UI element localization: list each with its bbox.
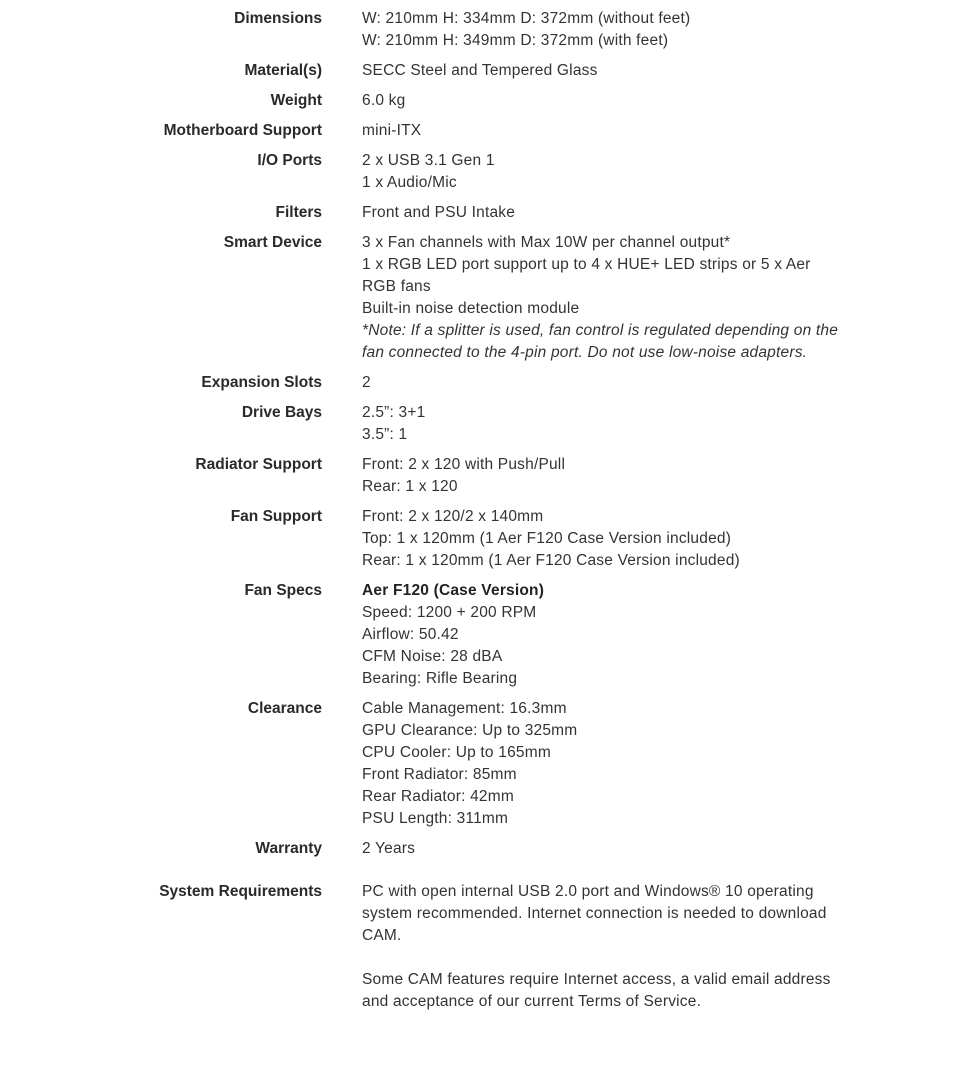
spec-value-line: 2 x USB 3.1 Gen 1 xyxy=(362,152,495,169)
spec-value-line: Rear: 1 x 120 xyxy=(362,478,458,495)
spec-value-line: Rear Radiator: 42mm xyxy=(362,788,514,805)
spec-value-line: CFM Noise: 28 dBA xyxy=(362,648,503,665)
spec-row-clearance xyxy=(0,698,960,830)
spec-value-line: SECC Steel and Tempered Glass xyxy=(362,62,598,79)
spec-row-drive-bays xyxy=(0,402,960,446)
spec-value-line: 1 x Audio/Mic xyxy=(362,174,457,191)
spec-row-warranty xyxy=(0,838,960,860)
spec-value-line: Speed: 1200 + 200 RPM xyxy=(362,604,537,621)
spec-row-expansion-slots xyxy=(0,372,960,394)
spec-value-line: Cable Management: 16.3mm xyxy=(362,700,567,717)
spec-value xyxy=(362,8,842,52)
spec-label: Expansion Slots xyxy=(201,374,322,391)
spec-value-line: Airflow: 50.42 xyxy=(362,626,459,643)
spec-value-line: PSU Length: 311mm xyxy=(362,810,509,827)
spec-label: System Requirements xyxy=(159,883,322,900)
spec-value-line: 1 x RGB LED port support up to 4 x HUE+ LED strips or 5 x Aer RGB fans xyxy=(362,256,811,295)
spec-value xyxy=(362,838,842,860)
spec-paragraph: PC with open internal USB 2.0 port and Windows® 10 operating system recommended. Internet connection is needed to download CAM. xyxy=(362,883,827,944)
spec-value-line: 2 Years xyxy=(362,840,416,857)
spec-label: Dimensions xyxy=(234,10,322,27)
spec-value-line: mini-ITX xyxy=(362,122,422,139)
spec-row-fan-specs xyxy=(0,580,960,690)
spec-value xyxy=(362,506,842,572)
spec-row-fan-support xyxy=(0,506,960,572)
spec-row-weight xyxy=(0,90,960,112)
spec-label: I/O Ports xyxy=(257,152,322,169)
spec-label: Drive Bays xyxy=(241,404,322,421)
spec-label: Weight xyxy=(270,92,322,109)
spec-label: Material(s) xyxy=(244,62,322,79)
spec-value-line: Front: 2 x 120/2 x 140mm xyxy=(362,508,544,525)
spec-row-system-requirements xyxy=(0,881,960,1013)
spec-value-line: 2.5”: 3+1 xyxy=(362,404,426,421)
spec-row-radiator-support xyxy=(0,454,960,498)
spec-value xyxy=(362,150,842,194)
spec-value xyxy=(362,454,842,498)
spec-paragraph: Some CAM features require Internet access, a valid email address and acceptance of our current Terms of Service. xyxy=(362,971,831,1010)
spec-value-line: Built-in noise detection module xyxy=(362,300,580,317)
spec-label: Fan Specs xyxy=(244,582,322,599)
spec-value xyxy=(362,60,842,82)
spec-value-line: Front Radiator: 85mm xyxy=(362,766,517,783)
spec-value xyxy=(362,372,842,394)
spec-row-dimensions xyxy=(0,8,960,52)
spec-row-io-ports xyxy=(0,150,960,194)
spec-value-line: 6.0 kg xyxy=(362,92,406,109)
spec-label: Fan Support xyxy=(230,508,322,525)
spec-value-line: 2 xyxy=(362,374,371,391)
spec-row-materials xyxy=(0,60,960,82)
spec-note: *Note: If a splitter is used, fan control is regulated depending on the fan connected to the 4-pin port. Do not use low-noise adapters. xyxy=(362,322,839,361)
spec-label: Radiator Support xyxy=(195,456,322,473)
spec-value xyxy=(362,580,842,690)
spec-value-line: GPU Clearance: Up to 325mm xyxy=(362,722,578,739)
spec-value xyxy=(362,202,842,224)
spec-row-motherboard-support xyxy=(0,120,960,142)
specifications-table xyxy=(0,8,960,1013)
spec-value xyxy=(362,232,842,364)
spec-value xyxy=(362,881,842,1013)
spec-row-smart-device xyxy=(0,232,960,364)
spec-value xyxy=(362,90,842,112)
spec-label: Filters xyxy=(275,204,322,221)
spec-value-line: Front and PSU Intake xyxy=(362,204,516,221)
spec-subheading: Aer F120 (Case Version) xyxy=(362,582,545,599)
spec-value-line: W: 210mm H: 349mm D: 372mm (with feet) xyxy=(362,32,669,49)
spec-label: Motherboard Support xyxy=(163,122,322,139)
spec-value-line: W: 210mm H: 334mm D: 372mm (without feet) xyxy=(362,10,691,27)
spec-value-line: Front: 2 x 120 with Push/Pull xyxy=(362,456,566,473)
spec-value-line: Bearing: Rifle Bearing xyxy=(362,670,518,687)
spec-value-line: 3.5”: 1 xyxy=(362,426,408,443)
spec-value xyxy=(362,698,842,830)
spec-value xyxy=(362,120,842,142)
spec-value-line: 3 x Fan channels with Max 10W per channel output* xyxy=(362,234,731,251)
spec-value-line: CPU Cooler: Up to 165mm xyxy=(362,744,551,761)
spec-label: Warranty xyxy=(255,840,322,857)
spec-value xyxy=(362,402,842,446)
spec-label: Smart Device xyxy=(223,234,322,251)
spec-value-line: Rear: 1 x 120mm (1 Aer F120 Case Version included) xyxy=(362,552,740,569)
spec-value-line: Top: 1 x 120mm (1 Aer F120 Case Version included) xyxy=(362,530,732,547)
spec-row-filters xyxy=(0,202,960,224)
spec-label: Clearance xyxy=(247,700,322,717)
